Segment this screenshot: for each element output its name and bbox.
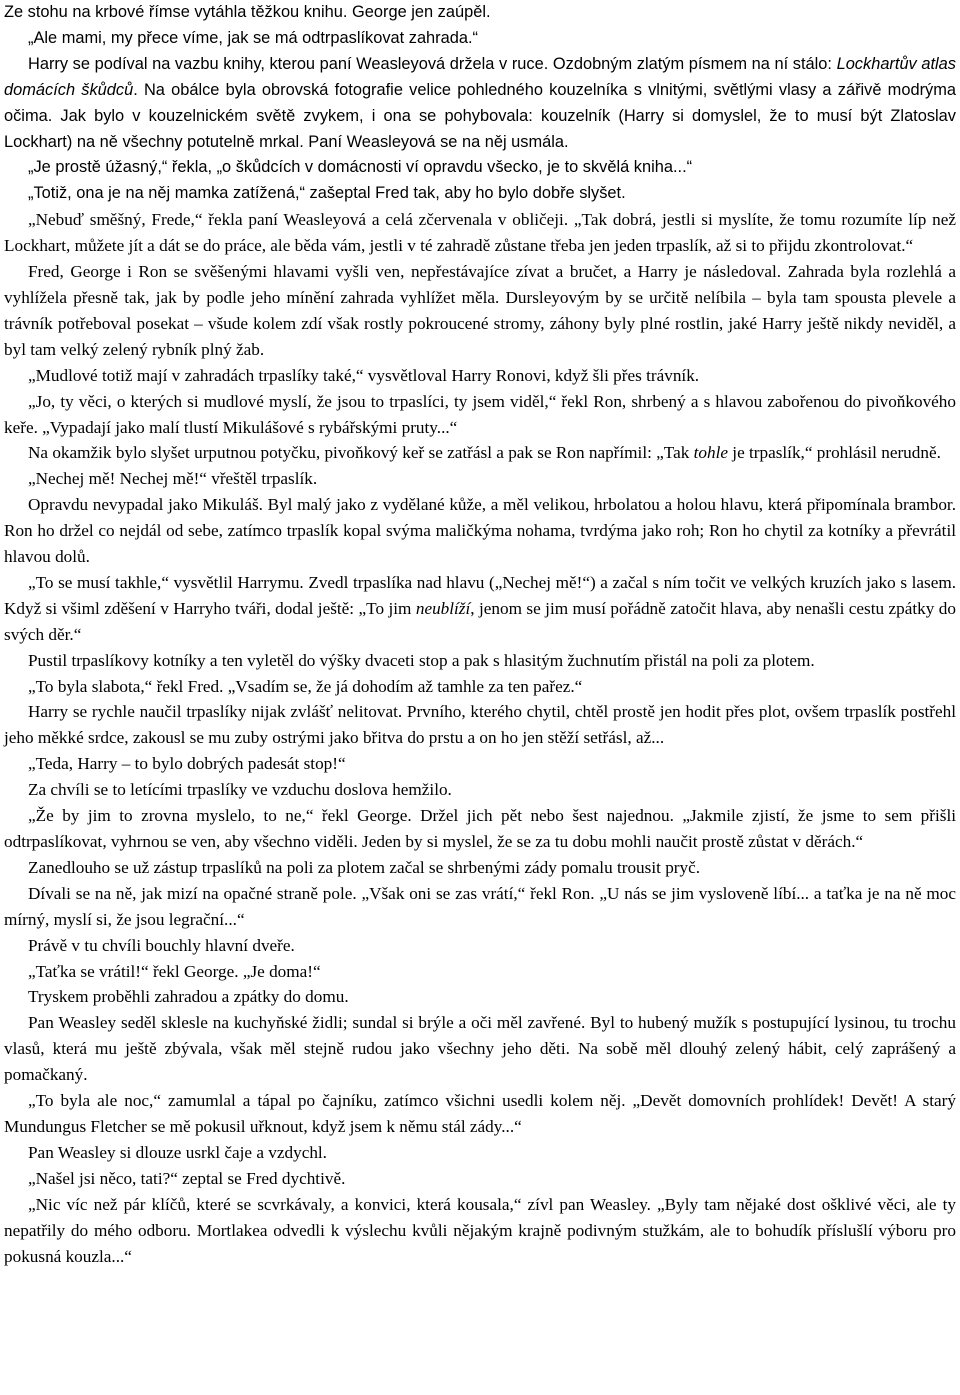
paragraph [4, 26, 956, 52]
paragraph-text: „Nechej mě! Nechej mě!“ vřeštěl trpaslík. [28, 469, 318, 489]
paragraph-text: „Že by jim to zrovna myslelo, to ne,“ řekl George. Držel jich pět nebo šest najednou. „Jakmile zjistí, že jsme to sem přišli odtrpaslíkovat, vyhrnou se ven, aby všechno viděli. Jeden by si myslel, že se za tu dobu mohli naučit prostě zůstat v děrách.“ [4, 806, 956, 851]
paragraph-text: „Našel jsi něco, tati?“ zeptal se Fred dychtivě. [28, 1168, 346, 1188]
paragraph-text: „To byla ale noc,“ zamumlal a tápal po čajníku, zatímco všichni usedli kolem něj. „Devět domovních prohlídek! Devět! A starý Mundungus Fletcher se mě pokusil uřknout, když jsem k němu stál zády...“ [4, 1091, 956, 1136]
paragraph [4, 1192, 956, 1270]
paragraph-text: Právě v tu chvíli bouchly hlavní dveře. [28, 935, 295, 955]
paragraph-text: Opravdu nevypadal jako Mikuláš. Byl malý jako z vydělané kůže, a měl velikou, hrbolatou a holou hlavu, která připomínala brambor. Ron ho držel co nejdál od sebe, zatímco trpaslík kopal svýma maličkýma nohama, tvrdýma jako roh; Ron ho chytil za kotníky a převrátil hlavou dolů. [4, 495, 956, 567]
paragraph [4, 855, 956, 881]
paragraph [4, 1088, 956, 1140]
paragraph [4, 492, 956, 570]
paragraph-text: Za chvíli se to letícími trpaslíky ve vzduchu doslova hemžilo. [28, 780, 452, 800]
paragraph [4, 984, 956, 1010]
paragraph-text: Fred, George i Ron se svěšenými hlavami vyšli ven, nepřestávajíce zívat a bručet, a Harry je následoval. Zahrada byla rozlehlá a vyhlížela přesně tak, jak by podle jeho mínění zahrada vyhlížet měla. Dursleyovým by se určitě nelíbila – byla tam spousta plevele a trávník potřeboval posekat – všude kolem zdí však rostly pokroucené stromy, záhony byly plné rostlin, jaké Harry ještě nikdy neviděl, a byl tam velký zelený rybník plný žab. [4, 262, 956, 359]
paragraph [4, 699, 956, 751]
paragraph-text: „Nebuď směšný, Frede,“ řekla paní Weasleyová a celá zčervenala v obličeji. „Tak dobrá, jestli si myslíte, že tomu rozumíte líp než Lockhart, můžete jít a dát se do práce, ale běda vám, jestli v té zahradě zůstane třeba jen jeden trpaslík, až si to přijdu zkontrolovat.“ [4, 210, 956, 256]
paragraph-text: „To se musí takhle,“ vysvětlil Harrymu. Zvedl trpaslíka nad hlavu („Nechej mě!“) a začal s ním točit ve velkých kruzích jako s lasem. Když si všiml zděšení v Harryho tváři, dodal ještě: „To jim [4, 572, 956, 618]
paragraph [4, 155, 956, 181]
paragraph-text: Zanedlouho se už zástup trpaslíků na poli za plotem začal se shrbenými zády pomalu trousit pryč. [28, 857, 701, 877]
paragraph-text: je trpaslík,“ prohlásil nerudně. [728, 443, 941, 463]
paragraph [4, 674, 956, 700]
paragraph [4, 1166, 956, 1192]
paragraph [4, 363, 956, 389]
paragraph-text: „Totiž, ona je na něj mamka zatížená,“ zašeptal Fred tak, aby ho bylo dobře slyšet. [28, 184, 626, 203]
paragraph [4, 259, 956, 363]
paragraph [4, 207, 956, 259]
paragraph [4, 1010, 956, 1088]
paragraph-text: „Mudlové totiž mají v zahradách trpaslíky také,“ vysvětloval Harry Ronovi, když šli přes trávník. [28, 365, 700, 385]
paragraph [4, 52, 956, 156]
paragraph-text: Pan Weasley si dlouze usrkl čaje a vzdychl. [28, 1142, 327, 1162]
italic-text: tohle [693, 443, 728, 463]
paragraph-text: Pan Weasley seděl sklesle na kuchyňské židli; sundal si brýle a oči měl zavřené. Byl to hubený mužík s postupující lysinou, tu trochu vlasů, která mu ještě zbývala, však měl stejně rudou jako všechny jeho děti. Na sobě měl dlouhý zelený hábit, celý zaprášený a pomačkaný. [4, 1013, 956, 1085]
paragraph [4, 440, 956, 466]
paragraph [4, 389, 956, 441]
paragraph [4, 1140, 956, 1166]
paragraph-text: „Teda, Harry – to bylo dobrých padesát stop!“ [28, 754, 346, 774]
paragraph-text: Harry se podíval na vazbu knihy, kterou paní Weasleyová držela v ruce. Ozdobným zlatým písmem na ní stálo: [28, 54, 837, 73]
paragraph [4, 466, 956, 492]
paragraph-text: „Je prostě úžasný,“ řekla, „o škůdcích v domácnosti ví opravdu všecko, je to skvělá kniha...“ [28, 158, 693, 177]
paragraph-text: Harry se rychle naučil trpaslíky nijak zvlášť nelitovat. Prvního, kterého chytil, chtěl prostě jen hodit přes plot, ovšem trpaslík postřehl jeho měkké srdce, zakousl se mu zuby ostrými jako břitva do prstu a on ho jen stěží setřásl, až... [4, 702, 956, 748]
paragraph-text: „Jo, ty věci, o kterých si mudlové myslí, že jsou to trpaslíci, ty jsem viděl,“ řekl Ron, shrbený a s hlavou zabořenou do pivoňkového keře. „Vypadají jako malí tlustí Mikulášové s rybářskými pruty...“ [4, 391, 956, 437]
paragraph-text: „Nic víc než pár klíčů, které se scvrkávaly, a konvici, která kousala,“ zívl pan Weasley. „Byly tam nějaké dost ošklivé věci, ale ty nepatřily do mého odboru. Mortlakea odvedli k výslechu kvůli nějakým krajně podivným stužkám, ale to bohudík příslušlí výboru pro pokusná kouzla...“ [4, 1194, 956, 1266]
paragraph [4, 959, 956, 985]
paragraph-text: Tryskem proběhli zahradou a zpátky do domu. [28, 987, 349, 1007]
paragraph [4, 803, 956, 855]
italic-text: Lockhartův atlas domácích škůdců [4, 54, 956, 99]
paragraph [4, 881, 956, 933]
paragraph-text: „Ale mami, my přece víme, jak se má odtrpaslíkovat zahrada.“ [28, 28, 478, 47]
paragraph [4, 570, 956, 648]
paragraph-text: „To byla slabota,“ řekl Fred. „Vsadím se, že já dohodím až tamhle za ten pařez.“ [28, 676, 583, 696]
paragraph [4, 777, 956, 803]
paragraph [4, 648, 956, 674]
paragraph-text: Dívali se na ně, jak mizí na opačné straně pole. „Však oni se zas vrátí,“ řekl Ron. „U nás se jim vysloveně líbí... a taťka je na ně moc mírný, myslí si, že jsou legrační...“ [4, 883, 956, 929]
paragraph [4, 0, 956, 26]
paragraph-text: „Taťka se vrátil!“ řekl George. „Je doma!“ [28, 961, 321, 981]
paragraph-text: Na okamžik bylo slyšet urputnou potyčku, pivoňkový keř se zatřásl a pak se Ron napřímil: „Tak [28, 443, 694, 463]
paragraph [4, 751, 956, 777]
paragraph-text: Ze stohu na krbové římse vytáhla těžkou knihu. George jen zaúpěl. [4, 3, 491, 21]
italic-text: neublíží [415, 598, 471, 618]
paragraph-text: . Na obálce byla obrovská fotografie velice pohledného kouzelníka s vlnitými, světlými vlasy a zářivě modrýma očima. Jak bylo v kouzelnickém světě zvykem, i ona se pohybovala: kouzelník (Harry si domyslel, že to musí být Zlatoslav Lockhart) na ně všechny potutelně mrkal. Paní Weasleyová se na něj usmála. [4, 80, 956, 151]
paragraph [4, 181, 956, 207]
paragraph [4, 933, 956, 959]
paragraph-text: Pustil trpaslíkovy kotníky a ten vyletěl do výšky dvaceti stop a pak s hlasitým žuchnutím přistál na poli za plotem. [28, 650, 815, 670]
paragraph-text: , jenom se jim musí pořádně zatočit hlava, aby nenašli cestu zpátky do svých děr.“ [4, 598, 956, 644]
